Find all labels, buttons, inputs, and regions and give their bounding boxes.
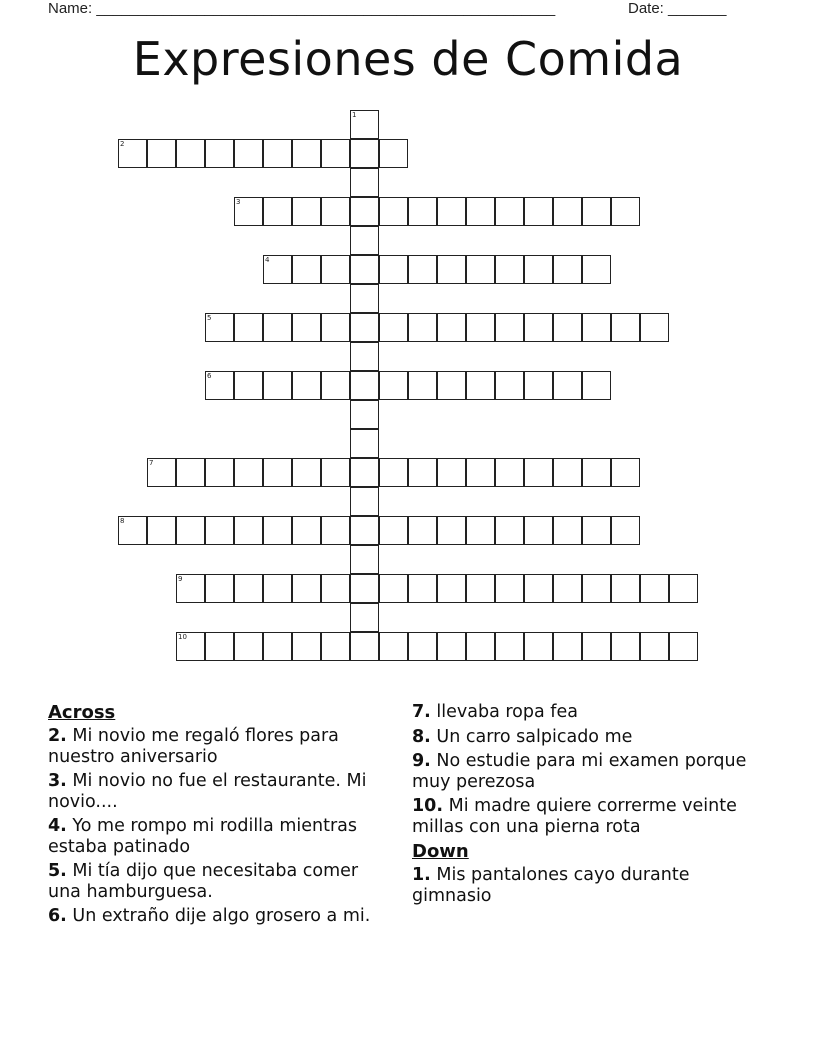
clue-across-10	[412, 796, 772, 837]
grid-cell[interactable]	[292, 574, 321, 603]
grid-cell[interactable]	[611, 632, 640, 661]
grid-cell[interactable]	[466, 197, 495, 226]
grid-cell[interactable]	[408, 632, 437, 661]
grid-cell[interactable]	[640, 313, 669, 342]
grid-cell[interactable]	[582, 574, 611, 603]
grid-cell[interactable]	[437, 313, 466, 342]
grid-cell[interactable]	[321, 255, 350, 284]
down-heading: Down	[412, 841, 469, 862]
grid-cell[interactable]	[205, 516, 234, 545]
grid-cell[interactable]	[292, 255, 321, 284]
grid-cell[interactable]	[263, 313, 292, 342]
grid-cell[interactable]	[611, 574, 640, 603]
grid-cell[interactable]	[321, 516, 350, 545]
grid-cell[interactable]	[495, 632, 524, 661]
grid-cell[interactable]	[321, 371, 350, 400]
grid-cell[interactable]	[176, 574, 205, 603]
grid-cell[interactable]	[553, 632, 582, 661]
grid-cell[interactable]	[466, 255, 495, 284]
grid-cell[interactable]	[553, 458, 582, 487]
grid-cell[interactable]	[147, 516, 176, 545]
grid-cell[interactable]	[437, 371, 466, 400]
grid-cell[interactable]	[408, 458, 437, 487]
grid-cell[interactable]	[524, 197, 553, 226]
grid-cell[interactable]	[350, 371, 379, 400]
clue-text: Mis pantalones cayo durante gimnasio	[412, 865, 690, 906]
grid-cell[interactable]	[321, 458, 350, 487]
grid-cell[interactable]	[466, 371, 495, 400]
grid-cell[interactable]	[379, 574, 408, 603]
clue-number: 9.	[412, 751, 431, 771]
grid-cell[interactable]	[437, 458, 466, 487]
grid-cell[interactable]	[176, 139, 205, 168]
grid-cell[interactable]	[524, 458, 553, 487]
clue-text: No estudie para mi examen porque muy perezosa	[412, 751, 747, 792]
clue-across-2	[48, 726, 388, 767]
grid-cell[interactable]	[350, 574, 379, 603]
clues-column-left	[48, 702, 388, 931]
across-heading: Across	[48, 702, 116, 723]
grid-cell[interactable]	[408, 371, 437, 400]
grid-cell[interactable]	[408, 516, 437, 545]
grid-cell[interactable]	[263, 516, 292, 545]
grid-cell[interactable]	[234, 574, 263, 603]
grid-cell[interactable]	[118, 516, 147, 545]
grid-cell[interactable]	[292, 632, 321, 661]
grid-cell[interactable]	[466, 632, 495, 661]
clues-column-right	[412, 702, 772, 910]
grid-cell[interactable]	[408, 313, 437, 342]
grid-cell[interactable]	[234, 516, 263, 545]
grid-cell[interactable]	[263, 255, 292, 284]
grid-cell[interactable]	[147, 458, 176, 487]
grid-cell[interactable]	[611, 313, 640, 342]
grid-cell[interactable]	[582, 632, 611, 661]
grid-cell[interactable]	[379, 255, 408, 284]
clue-number-label: 1	[352, 111, 357, 119]
grid-cell[interactable]	[582, 197, 611, 226]
grid-cell[interactable]	[437, 516, 466, 545]
grid-cell[interactable]	[582, 313, 611, 342]
grid-cell[interactable]	[379, 458, 408, 487]
grid-cell[interactable]	[205, 313, 234, 342]
grid-cell[interactable]	[553, 255, 582, 284]
grid-cell[interactable]	[263, 139, 292, 168]
clue-across-7	[412, 702, 772, 723]
grid-cell[interactable]	[205, 458, 234, 487]
grid-cell[interactable]	[176, 516, 205, 545]
grid-cell[interactable]	[495, 516, 524, 545]
clue-across-6	[48, 906, 388, 927]
date-field-label: Date: _______	[628, 0, 727, 17]
clue-number: 2.	[48, 726, 67, 746]
grid-cell[interactable]	[582, 371, 611, 400]
grid-cell[interactable]	[524, 371, 553, 400]
clue-number: 3.	[48, 771, 67, 791]
grid-cell[interactable]	[379, 371, 408, 400]
grid-cell[interactable]	[553, 313, 582, 342]
clue-text: llevaba ropa fea	[436, 702, 578, 722]
clue-across-4	[48, 816, 388, 857]
grid-cell[interactable]	[350, 632, 379, 661]
grid-cell[interactable]	[582, 255, 611, 284]
grid-cell[interactable]	[176, 458, 205, 487]
clue-across-9	[412, 751, 772, 792]
grid-cell[interactable]	[524, 313, 553, 342]
grid-cell[interactable]	[466, 313, 495, 342]
grid-cell[interactable]	[437, 197, 466, 226]
grid-cell[interactable]	[205, 632, 234, 661]
grid-cell[interactable]	[292, 516, 321, 545]
grid-cell[interactable]	[176, 632, 205, 661]
grid-cell[interactable]	[466, 458, 495, 487]
grid-cell[interactable]	[379, 632, 408, 661]
clue-number: 5.	[48, 861, 67, 881]
grid-cell[interactable]	[234, 458, 263, 487]
clue-number-label: 5	[207, 314, 212, 322]
grid-cell[interactable]	[553, 574, 582, 603]
grid-cell[interactable]	[582, 458, 611, 487]
grid-cell[interactable]	[263, 458, 292, 487]
grid-cell[interactable]	[495, 197, 524, 226]
grid-cell[interactable]	[205, 139, 234, 168]
grid-cell[interactable]	[234, 371, 263, 400]
grid-cell[interactable]	[611, 197, 640, 226]
grid-cell[interactable]	[524, 632, 553, 661]
grid-cell[interactable]	[321, 313, 350, 342]
grid-cell[interactable]	[495, 371, 524, 400]
grid-cell[interactable]	[640, 632, 669, 661]
grid-cell[interactable]	[553, 371, 582, 400]
grid-cell[interactable]	[350, 139, 379, 168]
clue-text: Un extraño dije algo grosero a mi.	[72, 906, 371, 926]
grid-cell[interactable]	[292, 313, 321, 342]
grid-cell[interactable]	[379, 313, 408, 342]
clue-number-label: 10	[178, 633, 187, 641]
grid-cell[interactable]	[350, 487, 379, 516]
grid-cell[interactable]	[495, 255, 524, 284]
grid-cell[interactable]	[350, 168, 379, 197]
grid-cell[interactable]	[495, 313, 524, 342]
grid-cell[interactable]	[234, 313, 263, 342]
grid-cell[interactable]	[350, 429, 379, 458]
clue-text: Yo me rompo mi rodilla mientras estaba patinado	[48, 816, 357, 857]
clue-across-3	[48, 771, 388, 812]
grid-cell[interactable]	[292, 371, 321, 400]
clue-text: Un carro salpicado me	[436, 726, 633, 747]
grid-cell[interactable]	[437, 632, 466, 661]
grid-cell[interactable]	[321, 139, 350, 168]
grid-cell[interactable]	[350, 255, 379, 284]
grid-cell[interactable]	[524, 574, 553, 603]
grid-cell[interactable]	[263, 632, 292, 661]
grid-cell[interactable]	[292, 139, 321, 168]
grid-cell[interactable]	[234, 632, 263, 661]
clue-number-label: 9	[178, 575, 183, 583]
grid-cell[interactable]	[350, 342, 379, 371]
grid-cell[interactable]	[582, 516, 611, 545]
clue-number: 6.	[48, 906, 67, 926]
grid-cell[interactable]	[408, 574, 437, 603]
grid-cell[interactable]	[350, 313, 379, 342]
clue-text: Mi tía dijo que necesitaba comer una hamburguesa.	[48, 861, 359, 902]
grid-cell[interactable]	[669, 574, 698, 603]
grid-cell[interactable]	[611, 458, 640, 487]
grid-cell[interactable]	[234, 139, 263, 168]
grid-cell[interactable]	[524, 255, 553, 284]
clue-text: Mi novio no fue el restaurante. Mi novio....	[48, 771, 367, 812]
grid-cell[interactable]	[292, 197, 321, 226]
clue-number-label: 2	[120, 140, 125, 148]
grid-cell[interactable]	[350, 545, 379, 574]
grid-cell[interactable]	[553, 197, 582, 226]
grid-cell[interactable]	[321, 574, 350, 603]
grid-cell[interactable]	[321, 197, 350, 226]
grid-cell[interactable]	[553, 516, 582, 545]
grid-cell[interactable]	[437, 255, 466, 284]
name-field-label: Name: _______________________________________________________	[48, 0, 556, 17]
clue-number: 10.	[412, 796, 444, 816]
grid-cell[interactable]	[379, 197, 408, 226]
grid-cell[interactable]	[466, 516, 495, 545]
grid-cell[interactable]	[263, 197, 292, 226]
clue-number-label: 4	[265, 256, 270, 264]
grid-cell[interactable]	[640, 574, 669, 603]
grid-cell[interactable]	[495, 458, 524, 487]
grid-cell[interactable]	[234, 197, 263, 226]
grid-cell[interactable]	[466, 574, 495, 603]
grid-cell[interactable]	[495, 574, 524, 603]
grid-cell[interactable]	[205, 371, 234, 400]
grid-cell[interactable]	[205, 574, 234, 603]
clue-number-label: 7	[149, 459, 154, 467]
grid-cell[interactable]	[669, 632, 698, 661]
grid-cell[interactable]	[350, 197, 379, 226]
grid-cell[interactable]	[350, 516, 379, 545]
grid-cell[interactable]	[321, 632, 350, 661]
clue-number-label: 3	[236, 198, 241, 206]
grid-cell[interactable]	[350, 458, 379, 487]
grid-cell[interactable]	[350, 226, 379, 255]
page-title: Expresiones de Comida	[132, 32, 684, 86]
clue-number: 4.	[48, 816, 67, 836]
clue-across-5	[48, 861, 388, 902]
grid-cell[interactable]	[437, 574, 466, 603]
grid-cell[interactable]	[263, 574, 292, 603]
grid-cell[interactable]	[350, 603, 379, 632]
grid-cell[interactable]	[350, 284, 379, 313]
grid-cell[interactable]	[611, 516, 640, 545]
clue-number: 7.	[412, 702, 431, 722]
clue-number-label: 8	[120, 517, 125, 525]
grid-cell[interactable]	[147, 139, 176, 168]
grid-cell[interactable]	[408, 255, 437, 284]
grid-cell[interactable]	[292, 458, 321, 487]
grid-cell[interactable]	[379, 139, 408, 168]
grid-cell[interactable]	[263, 371, 292, 400]
grid-cell[interactable]	[524, 516, 553, 545]
clue-number-label: 6	[207, 372, 212, 380]
clue-across-8	[412, 727, 772, 748]
clue-text: Mi madre quiere correrme veinte millas con una pierna rota	[412, 796, 737, 837]
grid-cell[interactable]	[408, 197, 437, 226]
clue-number: 1.	[412, 865, 431, 885]
grid-cell[interactable]	[379, 516, 408, 545]
clue-number: 8.	[412, 726, 431, 747]
grid-cell[interactable]	[350, 110, 379, 139]
clue-down-1	[412, 865, 772, 906]
grid-cell[interactable]	[118, 139, 147, 168]
grid-cell[interactable]	[350, 400, 379, 429]
clue-text: Mi novio me regaló flores para nuestro aniversario	[48, 726, 339, 767]
